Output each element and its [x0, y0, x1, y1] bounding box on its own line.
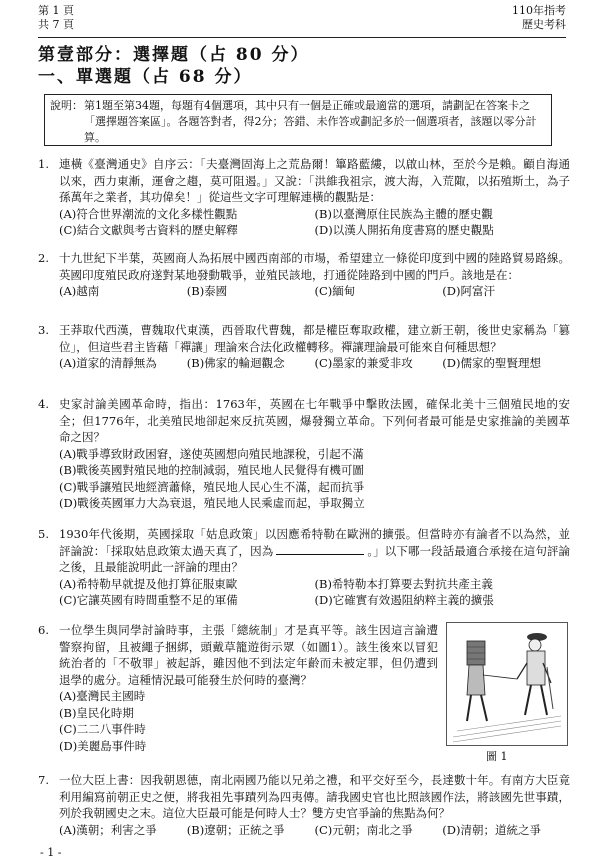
question-text: 史家討論美國革命時，指出：1763年，英國在七年戰爭中擊敗法國，確保北美十三個殖民地的安全；但1776年，北美殖民地卻起來反抗英國，爆發獨立革命。下列何者最可能是史家推論的美國革命之因？ [59, 397, 570, 444]
option-a[interactable]: (A)符合世界潮流的文化多樣性觀點 [59, 206, 238, 221]
question-number: 1. [38, 157, 49, 171]
option-c[interactable]: (C)二二八事件時 [59, 722, 146, 736]
option-b[interactable]: (B)希特勒本打算要去對抗共產主義 [314, 576, 493, 591]
question-text: 一位學生與同學討論時事，主張「總統制」才是真平等。該生因這言論遭警察拘留，且被繩子捆綁，頭戴草籠遊街示眾（如圖1）。該生後來以冒犯統治者的「不敬罪」被起訴，雖因他不到法定年齡而未被定罪，但仍遭到退學的處分。這種情況最可能發生於何時的臺灣？ [59, 623, 438, 687]
part-title: 第壹部分：選擇題（占 80 分） [38, 45, 310, 65]
header-rule [38, 37, 566, 38]
exam-subject: 歷史考科 [522, 18, 566, 31]
answer-blank [276, 543, 364, 555]
instructions-box [44, 94, 552, 146]
option-c[interactable]: (C)元朝；南北之爭 [314, 822, 413, 837]
option-a[interactable]: (A)戰爭導致財政困窘，遂使英國想向殖民地課稅，引起不滿 [59, 446, 364, 461]
question-1 [38, 156, 570, 239]
options [59, 283, 570, 300]
question-text: 十九世紀下半葉，英國商人為拓展中國西南部的市場，希望建立一條從印度到中國的陸路貿易路線。英國印度殖民政府遂對某地發動戰爭，並殖民該地，打通從陸路到中國的門戶。該地是在： [59, 251, 570, 282]
question-text [59, 526, 570, 576]
option-c[interactable]: (C)它讓英國有時間重整不足的軍備 [59, 593, 238, 607]
options [59, 206, 570, 239]
question-text-before: 1930年代後期，英國採取「姑息政策」以因應希特勒在歐洲的擴張。但當時亦有論者不以為然，並評論說：「採取姑息政策太過天真了，因為 [59, 527, 570, 558]
exam-year: 110年指考 [512, 4, 566, 17]
instructions-text: 第1題至第34題，每題有4個選項，其中只有一個是正確或最適當的選項，請劃記在答案卡之「選擇題答案區」。各題答對者，得2分；答錯、未作答或劃記多於一個選項者，該題以零分計算。 [84, 99, 537, 144]
figure-1-illustration [446, 622, 568, 746]
question-text: 王莽取代西漢，曹魏取代東漢，西晉取代曹魏，都是權臣奪取政權，建立新王朝，後世史家稱為「篡位」，但這些君主皆藉「禪讓」理論來合法化政權轉移。禪讓理論最可能來自何種思想？ [59, 323, 570, 354]
figure-caption: 圖 1 [486, 750, 508, 763]
question-text: 連橫《臺灣通史》自序云：「夫臺灣固海上之荒島爾！篳路藍縷，以啟山林，至於今是賴。顧自海通以來，西力東漸，運會之趨，莫可阻遏。」又說：「洪維我祖宗，渡大海，入荒陬，以拓殖斯土，為子孫萬年之業者，其功偉矣！」從這些文字可理解連橫的觀點是： [59, 157, 570, 204]
question-number: 4. [38, 397, 49, 411]
option-d[interactable]: (D)它確實有效遏阻納粹主義的擴張 [314, 593, 494, 607]
option-b[interactable]: (B)以臺灣原住民族為主體的歷史觀 [314, 206, 493, 221]
page-info [38, 4, 74, 32]
question-5 [38, 526, 570, 609]
options [59, 822, 570, 839]
question-number: 3. [38, 323, 49, 337]
question-number: 7. [38, 773, 49, 787]
cartoon-drawing [447, 623, 567, 745]
options [59, 576, 570, 609]
option-b[interactable]: (B)泰國 [186, 284, 228, 298]
options [59, 688, 438, 754]
option-a[interactable]: (A)越南 [59, 284, 100, 298]
option-b[interactable]: (B)佛家的輪迴觀念 [186, 356, 285, 370]
question-3 [38, 322, 570, 372]
question-text: 一位大臣上書：因我朝恩德，南北兩國乃能以兄弟之禮，和平交好至今，長達數十年。有南方大臣竟利用編寫前朝正史之便，將我祖先事蹟列為四夷傳。請我國史官也比照該國作法，將該國先世事蹟，列於我朝國史之末。這位大臣最可能是何時人士？雙方史官爭論的焦點為何？ [59, 773, 570, 820]
option-a[interactable]: (A)希特勒早就提及他打算征服東歐 [59, 576, 238, 591]
page-number: 第 1 頁 [38, 4, 74, 17]
option-d[interactable]: (D)以漢人開拓角度書寫的歷史觀點 [314, 223, 494, 237]
option-c[interactable]: (C)結合文獻與考古資料的歷史解釋 [59, 223, 238, 237]
option-c[interactable]: (C)戰爭讓殖民地經濟蕭條，殖民地人民心生不滿，起而抗爭 [59, 479, 365, 494]
option-d[interactable]: (D)清朝；道統之爭 [442, 822, 541, 837]
option-d[interactable]: (D)阿富汗 [442, 284, 495, 298]
page-footer: - 1 - [40, 846, 62, 859]
question-number: 6. [38, 623, 49, 637]
option-b[interactable]: (B)皇民化時期 [59, 705, 134, 720]
question-6 [38, 622, 438, 754]
question-number: 2. [38, 251, 49, 265]
options [59, 355, 570, 372]
option-d[interactable]: (D)戰後英國軍力大為衰退，殖民地人民乘虛而起，爭取獨立 [59, 496, 365, 510]
section-title: 一、單選題（占 68 分） [38, 67, 253, 87]
instructions-label: 說明： [50, 99, 83, 112]
question-number: 5. [38, 527, 49, 541]
question-4 [38, 396, 570, 512]
question-2 [38, 250, 570, 300]
option-a[interactable]: (A)漢朝；利害之爭 [59, 822, 157, 837]
option-c[interactable]: (C)墨家的兼愛非攻 [314, 356, 413, 370]
option-b[interactable]: (B)遼朝；正統之爭 [186, 822, 285, 837]
option-d[interactable]: (D)儒家的聖賢理想 [442, 356, 541, 370]
option-d[interactable]: (D)美麗島事件時 [59, 738, 147, 753]
question-7 [38, 772, 570, 838]
option-c[interactable]: (C)緬甸 [314, 284, 356, 298]
exam-info [512, 4, 566, 32]
option-a[interactable]: (A)道家的清靜無為 [59, 356, 157, 370]
options [59, 446, 570, 512]
question-text-after: 。」以下哪一段話最適合承接在這句評論之後，且最能說明此一評論的理由？ [59, 543, 571, 574]
option-b[interactable]: (B)戰後英國對殖民地的控制減弱，殖民地人民覺得有機可圖 [59, 463, 364, 477]
page-total: 共 7 頁 [38, 18, 74, 31]
option-a[interactable]: (A)臺灣民主國時 [59, 689, 146, 703]
